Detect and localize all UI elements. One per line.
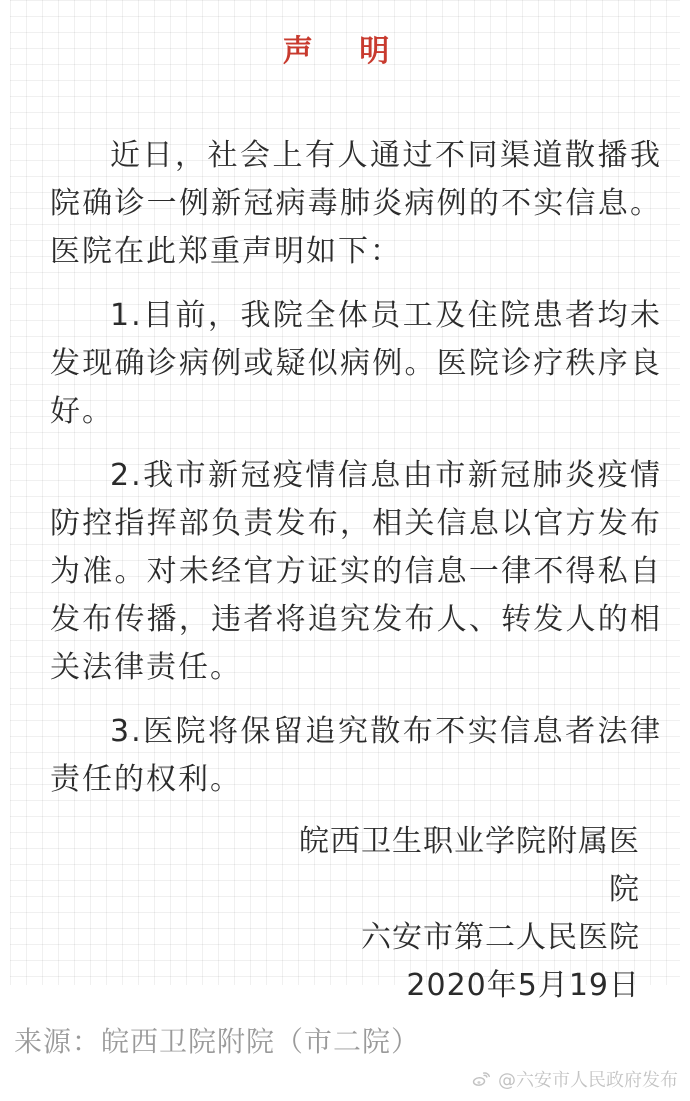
- document-signature: [290, 818, 640, 1010]
- document-paragraph-1: 1.目前，我院全体员工及住院患者均未发现确诊病例或疑似病例。医院诊疗秩序良好。: [50, 298, 662, 429]
- signature-org-line-2: 六安市第二人民医院: [361, 920, 640, 955]
- document-title: 声 明: [282, 34, 408, 69]
- weibo-watermark-text: @六安市人民政府发布: [498, 1070, 678, 1091]
- document-body: [50, 132, 662, 804]
- document-paragraph-3: 3.医院将保留追究散布不实信息者法律责任的权利。: [50, 714, 662, 797]
- weibo-icon: [470, 1068, 492, 1090]
- document-paragraph-intro: 近日，社会上有人通过不同渠道散播我院确诊一例新冠病毒肺炎病例的不实信息。医院在此郑重声明如下：: [50, 138, 662, 269]
- source-caption: 来源：皖西卫院附院（市二院）: [14, 1025, 421, 1058]
- document-paragraph-2: 2.我市新冠疫情信息由市新冠肺炎疫情防控指挥部负责发布，相关信息以官方发布为准。对未经官方证实的信息一律不得私自发布传播，违者将追究发布人、转发人的相关法律责任。: [50, 458, 662, 685]
- document-paper: [10, 0, 680, 1003]
- weibo-watermark: [470, 1065, 678, 1093]
- signature-org-line-1: 皖西卫生职业学院附属医院: [299, 824, 640, 907]
- signature-date: 2020年5月19日: [406, 968, 640, 1003]
